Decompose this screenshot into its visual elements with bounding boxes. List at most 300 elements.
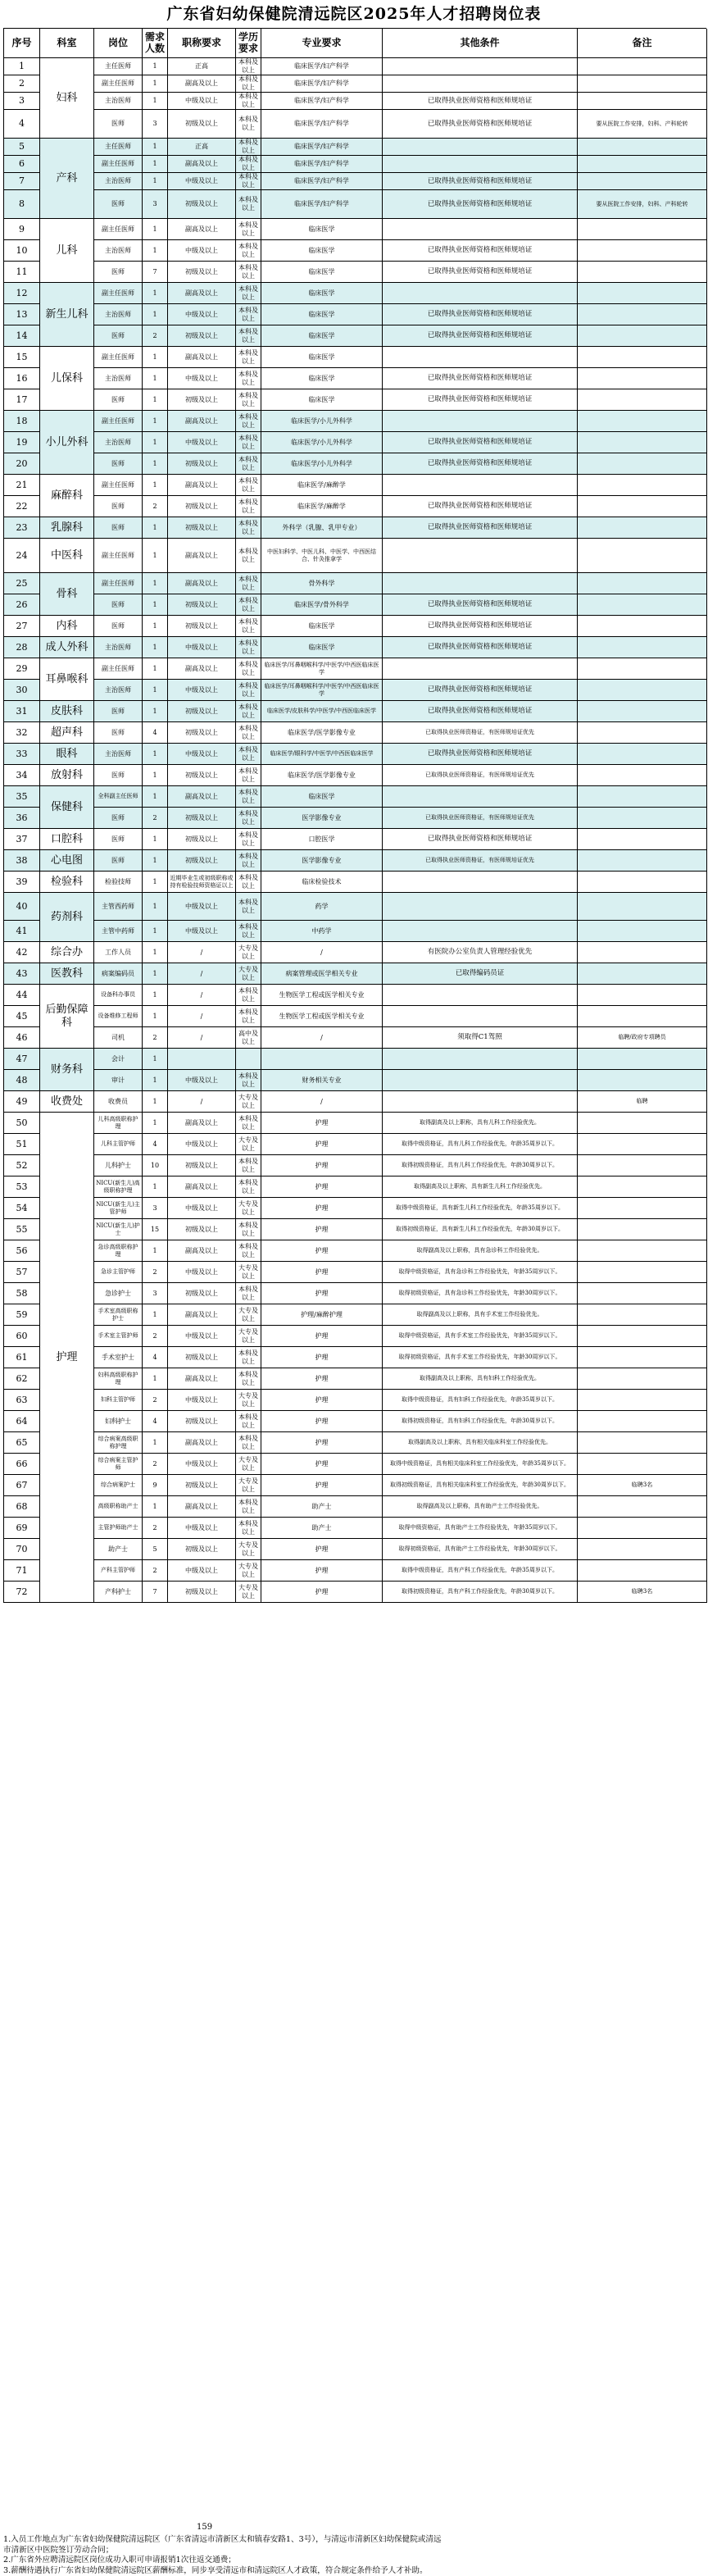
major-cell: 护理 [261,1155,383,1176]
row-number: 15 [4,347,40,368]
other-cell [383,156,578,173]
title-req-cell: 中级及以上 [168,921,236,942]
count-cell: 1 [143,173,168,190]
post-cell: 全科副主任医师 [94,786,143,808]
post-cell: 主治医师 [94,173,143,190]
title-req-cell: 中级及以上 [168,1262,236,1283]
row-number: 45 [4,1006,40,1027]
title-req-cell: 初级及以上 [168,1283,236,1304]
post-cell: 医师 [94,496,143,517]
count-cell: 1 [143,701,168,722]
edu-cell: 本科及以上 [236,325,261,347]
title-req-cell: / [168,1006,236,1027]
department-cell: 超声科 [40,722,94,744]
edu-cell: 本科及以上 [236,475,261,496]
post-cell: 主管中药师 [94,921,143,942]
major-cell: 护理 [261,1283,383,1304]
title-req-cell: 副高及以上 [168,658,236,680]
job-table [3,28,706,1603]
title-req-cell: 副高及以上 [168,786,236,808]
major-cell: 临床医学/妇产科学 [261,93,383,110]
department-cell: 骨科 [40,573,94,616]
major-cell: 护理 [261,1113,383,1134]
other-cell: 已取得执业医师资格和医师规培证 [383,453,578,475]
count-cell: 4 [143,1347,168,1368]
remark-cell [578,829,707,850]
count-cell: 1 [143,1432,168,1454]
count-cell: 1 [143,616,168,637]
count-cell: 1 [143,680,168,701]
other-cell: 取得初级资格证，具有新生儿科工作经验优先，年龄30周岁以下。 [383,1219,578,1240]
header-cell: 专业要求 [261,29,383,58]
department-cell: 检验科 [40,872,94,893]
major-cell: 临床医学/妇产科学 [261,156,383,173]
page-title: 广东省妇幼保健院清远院区2025年人才招聘岗位表 [166,5,542,23]
post-cell: 会计 [94,1049,143,1070]
count-cell: 1 [143,93,168,110]
row-number: 21 [4,475,40,496]
post-cell: 主治医师 [94,368,143,389]
title-req-cell: 中级及以上 [168,240,236,262]
other-cell: 已取得执业医师资格证，有医师规培证优先 [383,722,578,744]
edu-cell: 本科及以上 [236,262,261,283]
post-cell: 综合病案护士 [94,1475,143,1496]
post-cell: 儿科高级职称护理 [94,1113,143,1134]
other-cell [383,893,578,921]
post-cell: 手术室护士 [94,1347,143,1368]
other-cell [383,786,578,808]
title-req-cell: 正高 [168,58,236,75]
edu-cell: 大专及以上 [236,1198,261,1219]
remark-cell [578,262,707,283]
department-cell: 中医科 [40,539,94,573]
count-cell: 1 [143,872,168,893]
count-cell: 1 [143,283,168,304]
title-req-cell: / [168,963,236,985]
count-cell: 2 [143,1027,168,1049]
row-number: 58 [4,1283,40,1304]
other-cell: 取得初级资格证，具有相关临床科室工作经验优先，年龄30周岁以下。 [383,1475,578,1496]
remark-cell [578,872,707,893]
edu-cell: 大专及以上 [236,1454,261,1475]
count-cell: 2 [143,1262,168,1283]
remark-cell [578,850,707,872]
post-cell: 医师 [94,701,143,722]
other-cell: 取得副高及以上职称，具有妇科工作经验优先。 [383,1368,578,1390]
major-cell: / [261,1027,383,1049]
major-cell: 病案管理或医学相关专业 [261,963,383,985]
row-number: 35 [4,786,40,808]
remark-cell [578,1070,707,1091]
post-cell: 工作人员 [94,942,143,963]
major-cell: 临床医学 [261,616,383,637]
edu-cell: 本科及以上 [236,573,261,594]
major-cell: 临床医学 [261,283,383,304]
post-cell: 副主任医师 [94,411,143,432]
major-cell: 护理 [261,1219,383,1240]
row-number: 38 [4,850,40,872]
major-cell: 临床医学/小儿外科学 [261,411,383,432]
other-cell [383,475,578,496]
row-number: 71 [4,1560,40,1582]
row-number: 31 [4,701,40,722]
remark-cell [578,786,707,808]
count-cell: 1 [143,1006,168,1027]
title-req-cell: 副高及以上 [168,219,236,240]
major-cell: 护理/麻醉护理 [261,1304,383,1326]
post-cell: 收费员 [94,1091,143,1113]
count-cell: 1 [143,240,168,262]
department-cell: 新生儿科 [40,283,94,347]
department-cell: 口腔科 [40,829,94,850]
header-cell: 学历要求 [236,29,261,58]
row-number: 64 [4,1411,40,1432]
post-cell: 综合病案高级职称护理 [94,1432,143,1454]
header-cell: 序号 [4,29,40,58]
count-cell: 1 [143,1304,168,1326]
major-cell: 临床医学 [261,240,383,262]
department-cell: 心电图 [40,850,94,872]
major-cell: 外科学（乳腺、乳甲专业） [261,517,383,539]
post-cell: 医师 [94,517,143,539]
row-number: 23 [4,517,40,539]
edu-cell: 本科及以上 [236,786,261,808]
row-number: 59 [4,1304,40,1326]
edu-cell: 本科及以上 [236,1518,261,1539]
other-cell: 已取得执业医师资格和医师规培证 [383,496,578,517]
edu-cell: 大专及以上 [236,1475,261,1496]
row-number: 47 [4,1049,40,1070]
other-cell: 已取得执业医师资格和医师规培证 [383,262,578,283]
title-req-cell: 中级及以上 [168,432,236,453]
row-number: 36 [4,808,40,829]
note-line: 1.入员工作地点为广东省妇幼保健院清远院区（广东省清远市清新区太和镇春安路1、3号），与清远市清新区妇幼保健院或清远 [3,2535,442,2544]
remark-cell [578,1411,707,1432]
remark-cell [578,1390,707,1411]
edu-cell: 本科及以上 [236,1006,261,1027]
edu-cell: 本科及以上 [236,173,261,190]
edu-cell: 本科及以上 [236,722,261,744]
other-cell [383,219,578,240]
count-cell: 1 [143,637,168,658]
title-req-cell: 副高及以上 [168,1496,236,1518]
edu-cell: 大专及以上 [236,1326,261,1347]
remark-cell [578,93,707,110]
post-cell: 副主任医师 [94,75,143,93]
count-cell: 1 [143,411,168,432]
title-req-cell: 初级及以上 [168,110,236,139]
row-number: 68 [4,1496,40,1518]
count-cell: 1 [143,942,168,963]
row-number: 57 [4,1262,40,1283]
count-cell: 9 [143,1475,168,1496]
header-cell: 职称要求 [168,29,236,58]
major-cell: 护理 [261,1560,383,1582]
major-cell: 骨外科学 [261,573,383,594]
count-cell: 1 [143,304,168,325]
remark-cell [578,1049,707,1070]
edu-cell: 本科及以上 [236,701,261,722]
title-req-cell: / [168,1091,236,1113]
row-number: 46 [4,1027,40,1049]
post-cell: 副主任医师 [94,156,143,173]
remark-cell [578,701,707,722]
row-number: 37 [4,829,40,850]
row-number: 33 [4,744,40,765]
edu-cell: 本科及以上 [236,1155,261,1176]
row-number: 11 [4,262,40,283]
title-req-cell: 初级及以上 [168,616,236,637]
remark-cell [578,368,707,389]
post-cell: 副主任医师 [94,347,143,368]
other-cell: 取得副高及以上职称，具有手术室工作经验优先。 [383,1304,578,1326]
remark-cell: 要从医院工作安排，妇科、产科轮转 [578,110,707,139]
title-req-cell [168,1049,236,1070]
row-number: 53 [4,1176,40,1198]
major-cell: 护理 [261,1176,383,1198]
major-cell: 临床医学 [261,304,383,325]
remark-cell [578,453,707,475]
post-cell: 妇科主管护师 [94,1390,143,1411]
row-number: 70 [4,1539,40,1560]
row-number: 39 [4,872,40,893]
count-cell: 1 [143,1240,168,1262]
other-cell: 取得初级资格证，具有助产士工作经验优先，年龄30周岁以下。 [383,1539,578,1560]
row-number: 66 [4,1454,40,1475]
edu-cell: 本科及以上 [236,1432,261,1454]
edu-cell: 本科及以上 [236,240,261,262]
row-number: 14 [4,325,40,347]
major-cell [261,1049,383,1070]
edu-cell: 本科及以上 [236,219,261,240]
major-cell: 护理 [261,1368,383,1390]
edu-cell: 大专及以上 [236,1539,261,1560]
title-req-cell: 初级及以上 [168,722,236,744]
title-req-cell: 初级及以上 [168,190,236,219]
major-cell: 助产士 [261,1496,383,1518]
title-req-cell: 近期毕业生或初级职称或持有检验技师资格证以上 [168,872,236,893]
title-req-cell: 副高及以上 [168,573,236,594]
other-cell [383,921,578,942]
row-number: 3 [4,93,40,110]
major-cell: 临床医学/小儿外科学 [261,453,383,475]
count-cell: 1 [143,1496,168,1518]
other-cell: 已取得执业医师资格和医师规培证 [383,680,578,701]
remark-cell: 临聘 [578,1091,707,1113]
row-number: 10 [4,240,40,262]
count-cell: 3 [143,1198,168,1219]
other-cell: 取得初级资格证，具有儿科工作经验优先，年龄30周岁以下。 [383,1155,578,1176]
row-number: 12 [4,283,40,304]
remark-cell [578,432,707,453]
major-cell: 临床医学 [261,325,383,347]
post-cell: 主任医师 [94,58,143,75]
department-cell: 医教科 [40,963,94,985]
major-cell: 临床医学/骨外科学 [261,594,383,616]
other-cell: 已取得执业医师资格和医师规培证 [383,594,578,616]
remark-cell [578,921,707,942]
post-cell: 医师 [94,808,143,829]
department-cell: 乳腺科 [40,517,94,539]
remark-cell [578,496,707,517]
other-cell: 已取得编码员证 [383,963,578,985]
count-cell: 1 [143,58,168,75]
row-number: 43 [4,963,40,985]
edu-cell: 本科及以上 [236,808,261,829]
major-cell: 助产士 [261,1518,383,1539]
title-req-cell: 中级及以上 [168,1560,236,1582]
title-req-cell: 初级及以上 [168,325,236,347]
notes [3,2535,706,2576]
post-cell: 司机 [94,1027,143,1049]
post-cell: 妇科高级职称护理 [94,1368,143,1390]
post-cell: 副主任医师 [94,219,143,240]
remark-cell: 临聘3名 [578,1475,707,1496]
title-req-cell: 中级及以上 [168,680,236,701]
remark-cell [578,475,707,496]
other-cell [383,573,578,594]
post-cell: 急诊主管护师 [94,1262,143,1283]
major-cell: 临床医学/医学影像专业 [261,722,383,744]
other-cell [383,75,578,93]
post-cell: 手术室主管护师 [94,1326,143,1347]
count-cell: 1 [143,1113,168,1134]
title-req-cell: 初级及以上 [168,496,236,517]
post-cell: 妇科护士 [94,1411,143,1432]
row-number: 2 [4,75,40,93]
edu-cell: 本科及以上 [236,1368,261,1390]
post-cell: 主治医师 [94,93,143,110]
other-cell: 已取得执业医师资格和医师规培证 [383,389,578,411]
title-req-cell: 初级及以上 [168,765,236,786]
major-cell: 医学影像专业 [261,808,383,829]
post-cell: 助产士 [94,1539,143,1560]
edu-cell: 本科及以上 [236,1219,261,1240]
other-cell: 取得中级资格证，具有急诊科工作经验优先，年龄35周岁以下。 [383,1262,578,1283]
remark-cell [578,1368,707,1390]
major-cell: 生物医学工程或医学相关专业 [261,985,383,1006]
count-cell: 2 [143,1326,168,1347]
major-cell: 护理 [261,1454,383,1475]
edu-cell: 本科及以上 [236,637,261,658]
edu-cell: 本科及以上 [236,496,261,517]
post-cell: 医师 [94,190,143,219]
remark-cell [578,156,707,173]
count-cell: 1 [143,850,168,872]
department-cell: 放射科 [40,765,94,786]
title-req-cell: 中级及以上 [168,368,236,389]
row-number: 9 [4,219,40,240]
remark-cell [578,1134,707,1155]
department-cell: 财务科 [40,1049,94,1091]
post-cell: 医师 [94,829,143,850]
other-cell: 取得中级资格证，具有儿科工作经验优先，年龄35周岁以下。 [383,1134,578,1155]
remark-cell [578,637,707,658]
title-req-cell: 副高及以上 [168,1176,236,1198]
remark-cell [578,616,707,637]
edu-cell: 本科及以上 [236,110,261,139]
department-cell: 成人外科 [40,637,94,658]
other-cell [383,139,578,156]
row-number: 60 [4,1326,40,1347]
remark-cell [578,808,707,829]
other-cell: 取得副高及以上职称，具有急诊科工作经验优先。 [383,1240,578,1262]
major-cell: 临床医学 [261,262,383,283]
department-cell: 麻醉科 [40,475,94,517]
remark-cell [578,411,707,432]
major-cell: 护理 [261,1347,383,1368]
title-req-cell: 初级及以上 [168,262,236,283]
major-cell: 临床医学/妇产科学 [261,173,383,190]
title-req-cell: 副高及以上 [168,156,236,173]
edu-cell: 本科及以上 [236,594,261,616]
count-cell: 1 [143,156,168,173]
department-cell: 后勤保障科 [40,985,94,1049]
remark-cell [578,517,707,539]
header-cell: 备注 [578,29,707,58]
title-req-cell: 初级及以上 [168,1219,236,1240]
count-cell: 1 [143,453,168,475]
row-number: 63 [4,1390,40,1411]
other-cell: 已取得执业医师资格和医师规培证 [383,432,578,453]
remark-cell [578,1176,707,1198]
count-cell: 1 [143,765,168,786]
major-cell: 中医妇科学、中医儿科、中医学、中西医结合、针灸推拿学 [261,539,383,573]
row-number: 29 [4,658,40,680]
title-req-cell: 中级及以上 [168,93,236,110]
post-cell: 医师 [94,453,143,475]
edu-cell: 本科及以上 [236,139,261,156]
count-cell: 1 [143,963,168,985]
edu-cell: 本科及以上 [236,368,261,389]
count-cell: 1 [143,475,168,496]
major-cell: 临床医学 [261,219,383,240]
row-number: 62 [4,1368,40,1390]
edu-cell: 本科及以上 [236,829,261,850]
remark-cell [578,1496,707,1518]
remark-cell [578,173,707,190]
remark-cell [578,1454,707,1475]
edu-cell: 本科及以上 [236,1283,261,1304]
title-req-cell: 副高及以上 [168,539,236,573]
title-req-cell: 初级及以上 [168,701,236,722]
post-cell: 医师 [94,616,143,637]
remark-cell [578,893,707,921]
title-req-cell: 初级及以上 [168,453,236,475]
remark-cell [578,963,707,985]
row-number: 27 [4,616,40,637]
edu-cell: 本科及以上 [236,93,261,110]
post-cell: 主任医师 [94,139,143,156]
other-cell: 取得初级资格证，具有产科工作经验优先，年龄30周岁以下。 [383,1582,578,1603]
other-cell: 取得副高及以上职称，具有新生儿科工作经验优先。 [383,1176,578,1198]
major-cell: 临床医学 [261,389,383,411]
major-cell: 临床医学 [261,347,383,368]
count-cell: 2 [143,1454,168,1475]
post-cell: 副主任医师 [94,283,143,304]
edu-cell: 本科及以上 [236,921,261,942]
other-cell [383,539,578,573]
other-cell: 取得初级资格证，具有妇科工作经验优先，年龄30周岁以下。 [383,1411,578,1432]
other-cell [383,411,578,432]
post-cell: 产科主管护师 [94,1560,143,1582]
major-cell: 临床医学/妇产科学 [261,75,383,93]
post-cell: 医师 [94,722,143,744]
remark-cell [578,744,707,765]
count-cell: 2 [143,1390,168,1411]
edu-cell: 本科及以上 [236,1347,261,1368]
remark-cell [578,985,707,1006]
